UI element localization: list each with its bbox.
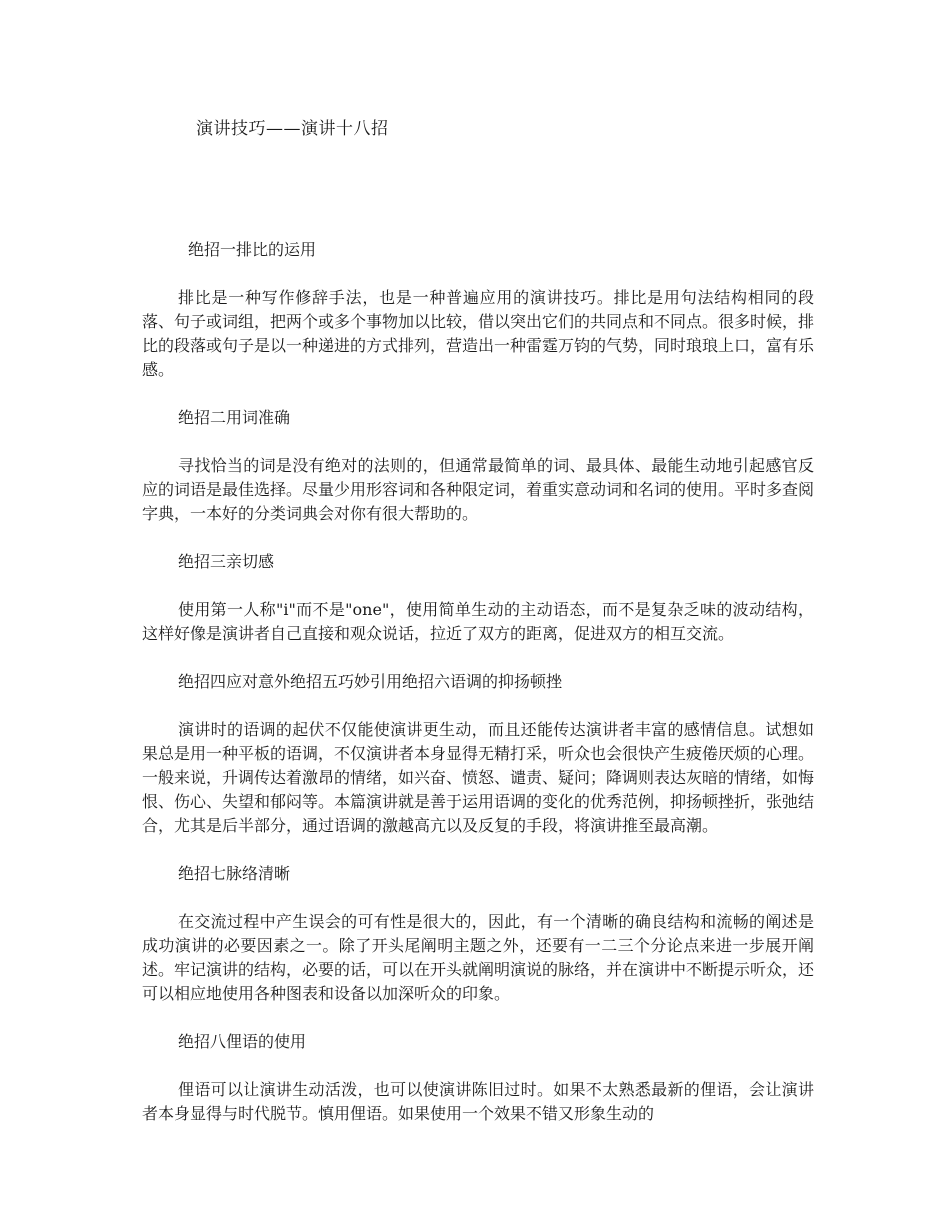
section-heading: 绝招七脉络清晰 — [178, 864, 291, 883]
section-heading: 绝招八俚语的使用 — [178, 1032, 307, 1051]
document-body — [142, 238, 814, 1126]
section-heading: 绝招二用词准确 — [178, 408, 291, 427]
section-paragraph: 排比是一种写作修辞手法，也是一种普遍应用的演讲技巧。排比是用句法结构相同的段落、句子或词组，把两个或多个事物加以比较，借以突出它们的共同点和不同点。很多时候，排比的段落或句子是以一种递进的方式排列，营造出一种雷霆万钧的气势，同时琅琅上口，富有乐感。 — [142, 288, 815, 379]
section-paragraph: 在交流过程中产生误会的可有性是很大的，因此，有一个清晰的确良结构和流畅的阐述是成功演讲的必要因素之一。除了开头尾阐明主题之外，还要有一二三个分论点来进一步展开阐述。牢记演讲的结构，必要的话，可以在开头就阐明演说的脉络，并在演讲中不断提示听众，还可以相应地使用各种图表和设备以加深听众的印象。 — [142, 912, 815, 1003]
section-heading: 绝招三亲切感 — [178, 552, 275, 571]
section-paragraph: 使用第一人称"i"而不是"one"，使用简单生动的主动语态，而不是复杂乏味的波动结构，这样好像是演讲者自己直接和观众说话，拉近了双方的距离，促进双方的相互交流。 — [142, 600, 814, 643]
section-paragraph: 寻找恰当的词是没有绝对的法则的，但通常最简单的词、最具体、最能生动地引起感官反应的词语是最佳选择。尽量少用形容词和各种限定词，着重实意动词和名词的使用。平时多查阅字典，一本好的分类词典会对你有很大帮助的。 — [142, 456, 815, 523]
document-title: 演讲技巧——演讲十八招 — [196, 119, 389, 139]
section-paragraph: 俚语可以让演讲生动活泼，也可以使演讲陈旧过时。如果不太熟悉最新的俚语，会让演讲者本身显得与时代脱节。慎用俚语。如果使用一个效果不错又形象生动的 — [142, 1080, 814, 1123]
section-paragraph: 演讲时的语调的起伏不仅能使演讲更生动，而且还能传达演讲者丰富的感情信息。试想如果总是用一种平板的语调，不仅演讲者本身显得无精打采，听众也会很快产生疲倦厌烦的心理。一般来说，升调传达着激昂的情绪，如兴奋、愤怒、谴责、疑问；降调则表达灰暗的情绪，如悔恨、伤心、失望和郁闷等。本篇演讲就是善于运用语调的变化的优秀范例，抑扬顿挫折，张弛结合，尤其是后半部分，通过语调的激越高亢以及反复的手段，将演讲推至最高潮。 — [142, 720, 815, 835]
section-heading: 绝招四应对意外绝招五巧妙引用绝招六语调的抑扬顿挫 — [178, 672, 563, 691]
section-heading: 绝招一排比的运用 — [188, 240, 317, 259]
